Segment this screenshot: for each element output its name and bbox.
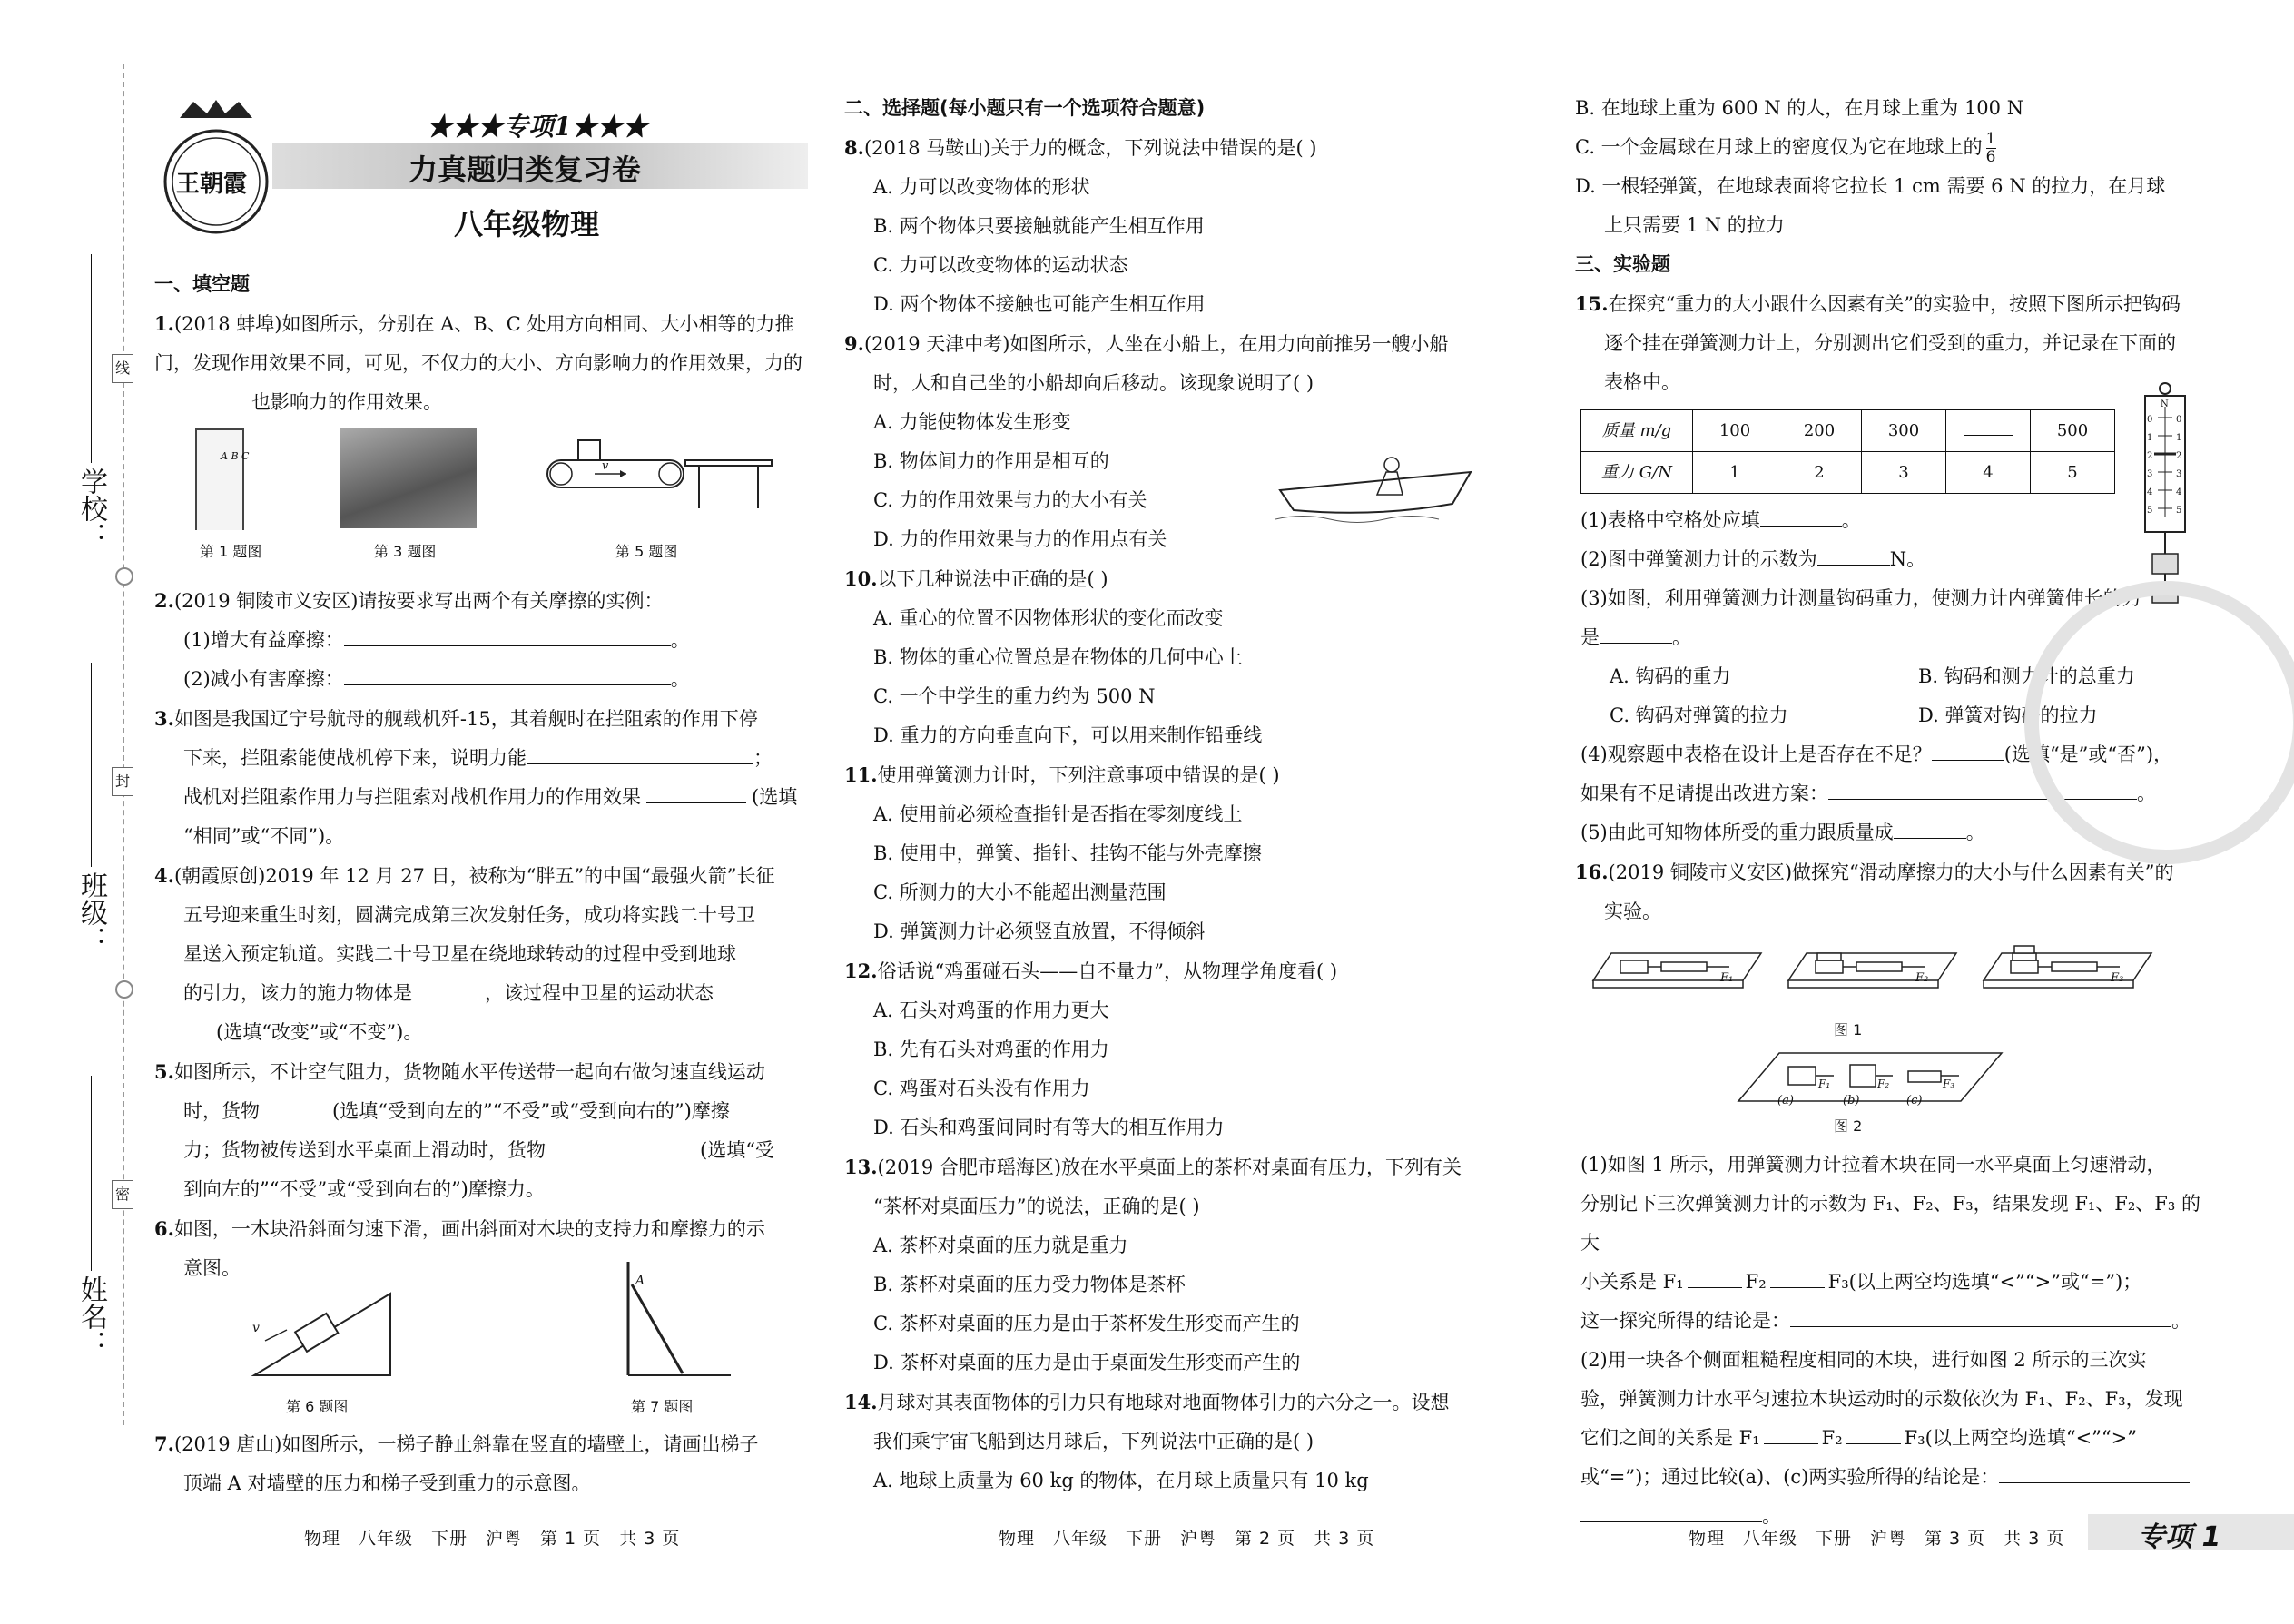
q15-option-b[interactable]: B. 钩码和测力计的总重力 — [1918, 665, 2135, 687]
caption-fig-3: 第 3 题图 — [374, 543, 437, 560]
caption-fig-1: 第 1 题图 — [200, 543, 262, 560]
q5-answer-2[interactable] — [546, 1134, 700, 1156]
question-14 — [844, 1383, 1498, 1501]
q16-part-1: (1)如图 1 所示，用弹簧测力计拉着木块在同一水平桌面上匀速滑动， — [1580, 1154, 2166, 1176]
q16-part-1d: 这一探究所得的结论是： — [1580, 1310, 1790, 1332]
q16-part-1c: 小关系是 F₁ — [1580, 1271, 1684, 1293]
q4-line-4: 的引力，该力的施力物体是 — [183, 982, 412, 1004]
q3-line-2: 下来，拦阻索能使战机停下来，说明力能 — [183, 747, 527, 769]
q12-number: 12. — [844, 960, 878, 982]
q15-line-1: 在探究“重力的大小跟什么因素有关”的实验中，按照下图所示把钩码 — [1608, 293, 2181, 315]
q5-line-3b: (选填“受 — [700, 1139, 774, 1161]
friction-figure-2 — [1734, 1048, 2006, 1107]
door-figure — [195, 428, 250, 530]
door-points-label: A B C — [221, 450, 250, 462]
q16-part-1b: 分别记下三次弹簧测力计的示数为 F₁、F₂、F₃，结果发现 F₁、F₂、F₃ 的大 — [1580, 1193, 2200, 1254]
q14-option-d-cont: 上只需要 1 N 的拉力 — [1604, 214, 1785, 236]
q11-option-a[interactable]: A. 使用前必须检查指针是否指在零刻度线上 — [873, 803, 1243, 825]
q10-text: 以下几种说法中正确的是( ) — [877, 568, 1108, 590]
q11-number: 11. — [844, 763, 878, 786]
school-label: 学校： — [75, 468, 107, 549]
label-f2: F₂ — [1877, 1078, 1890, 1090]
table-cell: 2 — [1777, 452, 1862, 494]
q15-part-5-end: 。 — [1965, 822, 1985, 843]
q2-number: 2. — [154, 589, 174, 612]
label-f2: F₂ — [1915, 971, 1929, 985]
q3-number: 3. — [154, 707, 174, 730]
table-cell: 200 — [1777, 410, 1862, 452]
q15-line-2: 逐个挂在弹簧测力计上，分别测出它们受到的重力，并记录在下面的 — [1604, 332, 2176, 354]
q5-line-1: 如图所示，不计空气阻力，货物随水平传送带一起向右做匀速直线运动 — [173, 1061, 765, 1083]
q15-line-3: 表格中。 — [1604, 371, 1680, 393]
table-cell: 1 — [1693, 452, 1777, 494]
q15-option-a[interactable]: A. 钩码的重力 — [1610, 665, 1731, 687]
q12-option-a[interactable]: A. 石头对鸡蛋的作用力更大 — [873, 999, 1109, 1021]
ring-icon — [115, 980, 133, 999]
q14-option-c-text: C. 一个金属球在月球上的密度仅为它在地球上的 — [1575, 136, 1983, 158]
logo-text: 王朝霞 — [176, 171, 248, 198]
q10-option-a[interactable]: A. 重心的位置不因物体形状的变化而改变 — [873, 607, 1224, 629]
ring-icon — [115, 567, 133, 586]
label-f1: F₁ — [1818, 1078, 1831, 1090]
q13-option-a[interactable]: A. 茶杯对桌面的压力就是重力 — [873, 1235, 1128, 1256]
label-f3: F₃ — [1943, 1078, 1955, 1090]
q16-part-2-end: 。 — [1762, 1505, 1781, 1527]
q16-answer-5[interactable] — [1846, 1422, 1901, 1444]
scale-tick-label: 0 — [2147, 415, 2153, 425]
q15-part-3b: 是 — [1580, 626, 1600, 648]
q5-line-3a: 力；货物被传送到水平桌面上滑动时，货物 — [183, 1139, 546, 1161]
q16-body — [1575, 1146, 2201, 1536]
section-fill: 一、填空题 — [154, 273, 250, 295]
caption-fig-5: 第 5 题图 — [615, 543, 678, 560]
q5-answer-1[interactable] — [260, 1095, 332, 1117]
footer-tag: 专项 1 — [2138, 1521, 2221, 1553]
q8-option-a[interactable]: A. 力可以改变物体的形状 — [873, 176, 1090, 198]
series-label: ★★★专项1★★★ — [427, 112, 648, 142]
q8-option-b[interactable]: B. 两个物体只要接触就能产生相互作用 — [873, 215, 1205, 237]
q16-answer-4[interactable] — [1764, 1422, 1818, 1444]
q15-part-2-end: N。 — [1889, 548, 1926, 570]
q4-line-3: 星送入预定轨道。实践二十号卫星在绕地球转动的过程中受到地球 — [183, 943, 736, 965]
scale-tick-label: 3 — [2176, 469, 2182, 479]
q16-part-2c-f2: F₂ — [1821, 1427, 1843, 1449]
seal-mark-1: 线 — [112, 354, 133, 383]
q4-line-1: (朝霞原创)2019 年 12 月 27 日，被称为“胖五”的中国“最强火箭”长征 — [173, 865, 775, 887]
q1-number: 1. — [154, 312, 174, 335]
caption-fig-7: 第 7 题图 — [631, 1398, 694, 1415]
label-f3: F₃ — [2111, 971, 2124, 985]
q4-line-5: (选填“改变”或“不变”)。 — [216, 1021, 423, 1043]
q2-end-b: 。 — [670, 668, 690, 690]
q2-part-b: (2)减小有害摩擦： — [183, 668, 344, 690]
q16-part-2: (2)用一块各个侧面粗糙程度相同的木块，进行如图 2 所示的三次实 — [1580, 1349, 2147, 1371]
q10-option-d[interactable]: D. 重力的方向垂直向下，可以用来制作铅垂线 — [873, 724, 1263, 746]
q16-part-2c-f3: F₃(以上两空均选填“<”“>” — [1904, 1427, 2137, 1449]
q15-option-c[interactable]: C. 钩码对弹簧的拉力 — [1610, 704, 1788, 726]
question-2 — [154, 581, 817, 699]
table-cell: 300 — [1862, 410, 1946, 452]
caption-figure-2: 图 2 — [1834, 1117, 1863, 1135]
q13-number: 13. — [844, 1156, 878, 1178]
q12-text: 俗话说“鸡蛋碰石头——自不量力”，从物理学角度看( ) — [877, 960, 1338, 982]
question-10 — [844, 559, 1498, 755]
question-11 — [844, 755, 1498, 951]
q3-answer-1[interactable] — [527, 742, 753, 764]
q9-option-d[interactable]: D. 力的作用效果与力的作用点有关 — [873, 528, 1167, 550]
q10-option-b[interactable]: B. 物体的重心位置总是在物体的几何中心上 — [873, 646, 1243, 668]
q16-line-1: (2019 铜陵市义安区)做探究“滑动摩擦力的大小与什么因素有关”的 — [1608, 861, 2174, 883]
q16-answer-2[interactable] — [1770, 1265, 1825, 1288]
q3-line-4: “相同”或“不同”)。 — [183, 825, 345, 847]
label-b: (b) — [1843, 1094, 1860, 1107]
question-3: 3.如图是我国辽宁号航母的舰载机歼-15，其着舰时在拦阻索的作用下停 下来，拦阻索能使战机停下来，说明力能 ； 战机对拦阻索作用力与拦阻索对战机作用力的作用效果 (选填 “相同”或“不同”)。 — [154, 707, 798, 847]
spring-scale-figure — [2138, 381, 2192, 613]
q2-answer-b[interactable] — [344, 663, 671, 685]
q8-option-d[interactable]: D. 两个物体不接触也可能产生相互作用 — [873, 293, 1206, 315]
belt-velocity-label: v — [602, 459, 609, 473]
q2-answer-a[interactable] — [344, 624, 671, 646]
scale-tick-label: 4 — [2176, 487, 2182, 497]
q3-line-3b: (选填 — [752, 786, 798, 808]
scale-tick-label: 0 — [2176, 415, 2182, 425]
scale-right-labels — [2176, 411, 2181, 520]
q15-data-table — [1580, 409, 2115, 494]
q13-option-b[interactable]: B. 茶杯对桌面的压力受力物体是茶杯 — [873, 1274, 1186, 1295]
seal-mark-2: 封 — [112, 767, 133, 796]
q15-answer-5[interactable] — [1894, 816, 1966, 839]
table-head-weight: 重力 G/N — [1581, 452, 1693, 494]
q15-part-4-end: 。 — [2137, 782, 2156, 804]
binding-margin — [0, 0, 136, 1624]
label-a: (a) — [1777, 1094, 1794, 1107]
q14-fraction — [1986, 131, 1996, 166]
scale-tick-label: 2 — [2176, 451, 2182, 461]
q10-option-c[interactable]: C. 一个中学生的重力约为 500 N — [873, 685, 1156, 707]
conveyor-figure — [540, 436, 776, 527]
scale-tick-label: 5 — [2147, 506, 2153, 516]
q6-number: 6. — [154, 1217, 174, 1240]
q3-line-1: 如图是我国辽宁号航母的舰载机歼-15，其着舰时在拦阻索的作用下停 — [173, 708, 758, 730]
q16-part-1-end: 。 — [2171, 1310, 2191, 1332]
question-14-cont — [1575, 89, 2201, 245]
q11-text: 使用弹簧测力计时，下列注意事项中错误的是( ) — [877, 764, 1280, 786]
scale-tick-label: 1 — [2176, 433, 2182, 443]
q1-answer[interactable] — [160, 386, 246, 408]
q15-part-1-end: 。 — [1841, 509, 1861, 531]
label-c: (c) — [1906, 1094, 1923, 1107]
q14-option-c[interactable] — [1575, 128, 2201, 167]
q3-line-3: 战机对拦阻索作用力与拦阻索对战机作用力的作用效果 — [183, 786, 641, 808]
q14-option-b[interactable]: B. 在地球上重为 600 N 的人，在月球上重为 100 N — [1575, 97, 2024, 119]
table-cell: 500 — [2031, 410, 2115, 452]
question-7 — [154, 1424, 817, 1503]
q14-number: 14. — [844, 1391, 878, 1413]
q14-option-a[interactable]: A. 地球上质量为 60 kg 的物体，在月球上质量只有 10 kg — [873, 1470, 1369, 1491]
q16-part-2b: 验，弹簧测力计水平匀速拉木块运动时的示数依次为 F₁、F₂、F₃，发现 — [1580, 1388, 2183, 1410]
q3-answer-2[interactable] — [646, 781, 746, 803]
q13-option-d[interactable]: D. 茶杯对桌面的压力是由于桌面发生形变而产生的 — [873, 1352, 1301, 1373]
q15-answer-2[interactable] — [1817, 543, 1890, 566]
q15-part-1: (1)表格中空格处应填 — [1580, 509, 1760, 531]
question-16 — [1575, 852, 2201, 931]
q12-option-c[interactable]: C. 鸡蛋对石头没有作用力 — [873, 1078, 1090, 1099]
table-cell: 4 — [1946, 452, 2031, 494]
q6-line-2: 意图。 — [183, 1257, 241, 1279]
page-subtitle: 八年级物理 — [454, 207, 600, 241]
q15-part-4c: 如果有不足请提出改进方案： — [1580, 782, 1828, 804]
q13-option-c[interactable]: C. 茶杯对桌面的压力是由于茶杯发生形变而产生的 — [873, 1313, 1300, 1334]
q13-line-2: “茶杯对桌面压力”的说法，正确的是( ) — [873, 1196, 1200, 1217]
question-12 — [844, 951, 1498, 1147]
q8-number: 8. — [844, 136, 864, 159]
watermark-seal — [2024, 581, 2294, 864]
q5-number: 5. — [154, 1060, 174, 1083]
table-blank-cell[interactable] — [1946, 410, 2031, 452]
footer-page-3: 物理 八年级 下册 沪粤 第 3 页 共 3 页 — [1689, 1529, 2065, 1549]
q16-part-2d: 或“=”)；通过比较(a)、(c)两实验所得的结论是： — [1580, 1466, 2000, 1488]
q14-line-1: 月球对其表面物体的引力只有地球对地面物体引力的六分之一。设想 — [877, 1392, 1450, 1413]
table-cell: 5 — [2031, 452, 2115, 494]
q15-part-2: (2)图中弹簧测力计的示数为 — [1580, 548, 1817, 570]
ladder-top-label: A — [635, 1274, 645, 1288]
question-13 — [844, 1147, 1498, 1383]
fraction-numerator: 1 — [1985, 130, 1996, 148]
caption-figure-1: 图 1 — [1834, 1021, 1863, 1038]
q16-answer-1[interactable] — [1688, 1265, 1742, 1288]
q16-answer-6b[interactable] — [1580, 1500, 1762, 1522]
q15-part-4b: (选填“是”或“否”)， — [2004, 743, 2173, 765]
incline-figure — [245, 1257, 399, 1384]
q15-number: 15. — [1575, 292, 1609, 315]
name-label: 姓名： — [75, 1275, 107, 1357]
boat-figure — [1275, 454, 1475, 527]
q9-option-c[interactable]: C. 力的作用效果与力的大小有关 — [873, 489, 1147, 511]
scale-tick-label: 1 — [2147, 433, 2153, 443]
section-experiment: 三、实验题 — [1575, 253, 1670, 275]
table-cell: 3 — [1862, 452, 1946, 494]
q9-option-a[interactable]: A. 力能使物体发生形变 — [873, 411, 1071, 433]
table-cell: 100 — [1693, 410, 1777, 452]
q12-option-d[interactable]: D. 石头和鸡蛋间同时有等大的相互作用力 — [873, 1117, 1225, 1138]
q15-part-3-end: 。 — [1672, 626, 1691, 648]
question-8 — [844, 128, 1498, 324]
seal-mark-3: 密 — [112, 1180, 133, 1209]
caption-fig-6: 第 6 题图 — [286, 1398, 349, 1415]
q16-number: 16. — [1575, 861, 1609, 883]
q11-option-d[interactable]: D. 弹簧测力计必须竖直放置，不得倾斜 — [873, 920, 1206, 942]
section-choice: 二、选择题(每小题只有一个选项符合题意) — [844, 97, 1206, 119]
footer-page-2: 物理 八年级 下册 沪粤 第 2 页 共 3 页 — [999, 1529, 1375, 1549]
jet-photo — [340, 428, 477, 528]
q15-answer-3[interactable] — [1600, 621, 1672, 644]
incline-velocity-label: v — [252, 1321, 260, 1335]
q7-number: 7. — [154, 1432, 174, 1455]
name-field[interactable] — [91, 1076, 92, 1271]
q15-part-3: (3)如图，利用弹簧测力计测量钩码重力，使测力计内弹簧伸长的力 — [1580, 587, 2141, 609]
q7-line-2: 顶端 A 对墙壁的压力和梯子受到重力的示意图。 — [183, 1472, 591, 1494]
q9-number: 9. — [844, 332, 864, 355]
q9-line-2: 时，人和自己坐的小船却向后移动。该现象说明了( ) — [873, 372, 1314, 394]
friction-figure-1 — [1584, 944, 2165, 1008]
q9-option-b[interactable]: B. 物体间力的作用是相互的 — [873, 450, 1109, 472]
q16-line-2: 实验。 — [1604, 901, 1661, 922]
class-field[interactable] — [91, 663, 92, 867]
table-head-mass: 质量 m/g — [1581, 410, 1693, 452]
question-5 — [154, 1052, 817, 1209]
q9-line-1: (2019 天津中考)如图所示，人坐在小船上，在用力向前推另一艘小船 — [863, 333, 1449, 355]
q15-part-5: (5)由此可知物体所受的重力跟质量成 — [1580, 822, 1894, 843]
q14-line-2: 我们乘宇宙飞船到达月球后，下列说法中正确的是( ) — [873, 1431, 1314, 1452]
q16-part-1c-f3: F₃(以上两空均选填“<”“>”或“=”)； — [1827, 1271, 2142, 1293]
q15-option-d[interactable]: D. 弹簧对钩码的拉力 — [1918, 704, 2098, 726]
question-4 — [154, 856, 817, 1052]
q5-line-2b: (选填“受到向左的”“不受”或“受到向右的”)摩擦 — [332, 1100, 730, 1122]
q4-number: 4. — [154, 864, 174, 887]
q7-line-1: (2019 唐山)如图所示，一梯子静止斜靠在竖直的墙壁上，请画出梯子 — [173, 1433, 759, 1455]
scale-tick-label: 4 — [2147, 487, 2153, 497]
fraction-denominator: 6 — [1985, 148, 1996, 166]
scale-tick-label: 2 — [2147, 451, 2153, 461]
class-label: 班级： — [75, 871, 107, 953]
q4-answer-2[interactable] — [714, 977, 759, 999]
scale-tick-label: 5 — [2176, 506, 2182, 516]
q1-text: (2018 蚌埠)如图所示，分别在 A、B、C 处用方向相同、大小相等的力推门，发现作用效果不同，可见，不仅力的大小、方向影响力的作用效果，力的 — [154, 313, 802, 374]
q4-line-4b: ，该过程中卫星的运动状态 — [485, 982, 714, 1004]
q11-option-c[interactable]: C. 所测力的大小不能超出测量范围 — [873, 881, 1167, 903]
q15-answer-1[interactable] — [1760, 504, 1842, 527]
binding-dashed-line — [123, 64, 124, 1425]
q16-answer-3[interactable] — [1790, 1304, 2171, 1327]
q14-option-d[interactable]: D. 一根轻弹簧，在地球表面将它拉长 1 cm 需要 6 N 的拉力，在月球 — [1575, 175, 2166, 197]
scale-left-labels — [2147, 411, 2152, 520]
q4-answer-1[interactable] — [412, 977, 485, 999]
q12-option-b[interactable]: B. 先有石头对鸡蛋的作用力 — [873, 1038, 1109, 1060]
q16-answer-6[interactable] — [1999, 1461, 2190, 1483]
question-1 — [154, 304, 817, 422]
q5-line-2a: 时，货物 — [183, 1100, 260, 1122]
q4-answer-2b[interactable] — [183, 1016, 216, 1038]
column-middle — [844, 89, 1498, 1501]
q8-text: (2018 马鞍山)关于力的概念，下列说法中错误的是( ) — [863, 137, 1317, 159]
school-field[interactable] — [91, 254, 92, 463]
q15-answer-4[interactable] — [1932, 738, 2004, 761]
q2-part-a: (1)增大有益摩擦： — [183, 629, 344, 651]
q13-line-1: (2019 合肥市瑶海区)放在水平桌面上的茶杯对桌面有压力，下列有关 — [877, 1156, 1462, 1178]
q8-option-c[interactable]: C. 力可以改变物体的运动状态 — [873, 254, 1128, 276]
q4-line-2: 五号迎来重生时刻，圆满完成第三次发射任务，成功将实践二十号卫 — [183, 904, 755, 926]
footer-page-1: 物理 八年级 下册 沪粤 第 1 页 共 3 页 — [304, 1529, 681, 1549]
scale-tick-label: 3 — [2147, 469, 2153, 479]
q16-part-1c-f2: F₂ — [1745, 1271, 1767, 1293]
scale-unit: N — [2161, 399, 2169, 409]
q2-text: (2019 铜陵市义安区)请按要求写出两个有关摩擦的实例： — [173, 590, 664, 612]
label-f1: F₁ — [1720, 971, 1734, 985]
q15-part-4: (4)观察题中表格在设计上是否存在不足？ — [1580, 743, 1932, 765]
page-title: 力真题归类复习卷 — [409, 153, 642, 187]
q16-part-2c: 它们之间的关系是 F₁ — [1580, 1427, 1760, 1449]
q5-line-4: 到向左的”“不受”或“受到向右的”)摩擦力。 — [183, 1178, 545, 1200]
q10-number: 10. — [844, 567, 878, 590]
q2-end-a: 。 — [670, 629, 690, 651]
q1-text-end: 也影响力的作用效果。 — [251, 391, 442, 413]
q11-option-b[interactable]: B. 使用中，弹簧、指针、挂钩不能与外壳摩擦 — [873, 842, 1262, 864]
q6-line-1: 如图，一木块沿斜面匀速下滑，画出斜面对木块的支持力和摩擦力的示 — [173, 1218, 765, 1240]
